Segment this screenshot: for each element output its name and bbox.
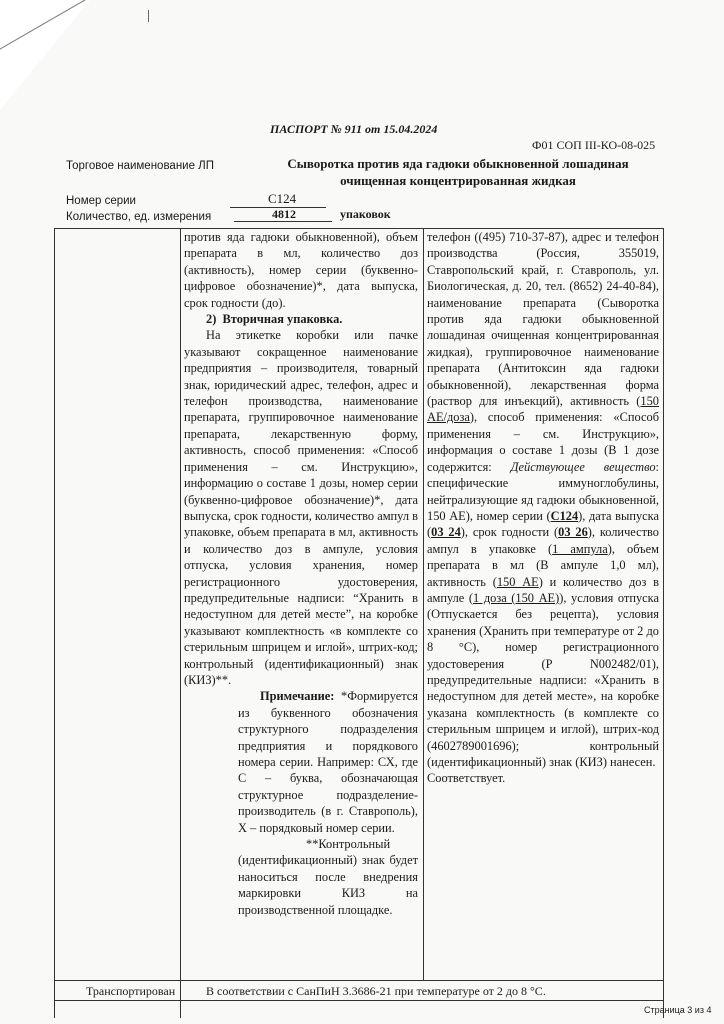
note-text: *Формируется из буквенного обозначения структурного подразделения предприятия и порядкового номера серии. Например: СХ, где С – буква, обозначающая структурное подразделение-производитель (в г. Ставрополь), Х – порядковый номер серии. [238,689,418,835]
product-name-line2: очищенная концентрированная жидкая [340,173,576,188]
right-text-column [427,229,659,980]
release-date: 03 24 [431,525,461,540]
ampoule-count: 1 ампула [552,541,608,556]
series-label: Номер серии [66,195,136,207]
series-value: С124 [268,191,297,206]
table-col-divider-1 [180,228,181,1018]
table-row-divider [54,980,664,981]
conclusion: Соответствует. [427,771,506,786]
document-code: Ф01 СОП III-КО-08-025 [532,138,656,152]
secondary-packaging-heading: 2) Вторичная упаковка. [206,312,343,327]
expiry-date: 03 26 [558,525,588,540]
ampoule-activity: 150 АЕ [496,574,539,589]
note-label: Примечание: [260,689,335,704]
table-bottom-border [54,1000,664,1001]
table-col-divider-2 [423,228,424,980]
product-name-line1: Сыворотка против яда гадюки обыкновенной лошадиная [287,156,629,171]
page-number: Страница 3 из 4 [644,1005,712,1015]
series-underlined: С124 [550,508,579,523]
primary-packaging-tail: против яда гадюки обыкновенной), объем препарата в мл, количество доз (активность), номер серии (буквенно-цифровое обозначение)*, дата выпуска, срок годности (до). [184,230,418,310]
secondary-packaging-text: На этикетке коробки или пачке указывают сокращенное наименование предприятия – производителя, товарный знак, юридический адрес, телефон, адрес и телефон производства, наименование препарата, группировочное наименование препарата, лекарственную форму, активность, способ применения: «Способ применения – см. Инструкцию», информацию о составе 1 дозы, номер серии (буквенно-цифровое обозначение)*, дата выпуска, срок годности, количество ампул в упаковке, объем препарата в мл, активность и количество доз в ампуле, условия отпуска, условия хранения, номер регистрационного удостоверения, предупредительные надписи: “Хранить в недоступном для детей месте”, на коробке указывают комплектность «в комплекте со стерильным шприцем и иглой», штрих-код; контрольный (идентификационный) знак (КИЗ)**. [184,328,418,687]
dose-count: 1 доза (150 АЕ) [473,590,560,605]
quantity-value: 4812 [272,207,296,221]
note-block [238,688,418,918]
activity-dose: 150 АЕ/доза [427,394,659,425]
left-text-column [184,229,418,980]
folded-corner [0,0,90,110]
quantity-label: Количество, ед. измерения [66,211,212,223]
passport-title: ПАСПОРТ № 911 от 15.04.2024 [270,122,438,136]
transport-text: В соответствии с СанПиН 3.3686-21 при температуре от 2 до 8 °С. [206,984,546,998]
table-right-border [663,228,664,1018]
table-left-border [54,228,55,1018]
result-text: телефон ((495) 710-37-87), адрес и телефон производства (Россия, 355019, Ставропольский край, г. Ставрополь, ул. Биологическая, д. 20, тел. (8652) 24-40-84), наименование препарата (Сыворотка против яда гадюки обыкновенной лошадиная очищенная концентрированная жидкая), группировочное наименование препарата (Антитоксин яда гадюки обыкновенной), лекарственная форма (раствор для инъекций), активность (150 АЕ/доза), способ применения: «Способ применения – см. Инструкцию», информация о составе 1 дозы (В 1 дозе содержится: Действующее вещество: специфические иммуноглобулины, нейтрализующие яд гадюки обыкновенной, 150 АЕ), номер серии (С124), дата выпуска (03 24), срок годности (03 26), количество ампул в упаковке (1 ампула), объем препарата в мл (В ампуле 1,0 мл), активность (150 АЕ) и количество доз в ампуле (1 доза (150 АЕ)), условия отпуска (Отпускается без рецепта), условия хранения (Хранить при температуре от 2 до 8 °С), номер регистрационного удостоверения (Р N002482/01), предупредительные надписи: «Хранить в недоступном для детей месте», на коробке указана комплектность (в комплекте со стерильным шприцем и иглой), штрих-код (4602789001696); контрольный (идентификационный) знак (КИЗ) нанесен. [427,230,659,769]
note-kiz: **Контрольный (идентификационный) знак будет наноситься после внедрения маркировки КИЗ на производственной площадке. [238,837,418,917]
product-name [258,155,658,189]
trade-name-label: Торговое наименование ЛП [66,160,214,172]
active-substance-label: Действующее вещество [510,459,656,474]
quantity-underline [234,221,332,222]
transport-label: Транспортирован [86,984,176,998]
quantity-unit: упаковок [340,207,391,221]
scan-mark [148,10,149,22]
